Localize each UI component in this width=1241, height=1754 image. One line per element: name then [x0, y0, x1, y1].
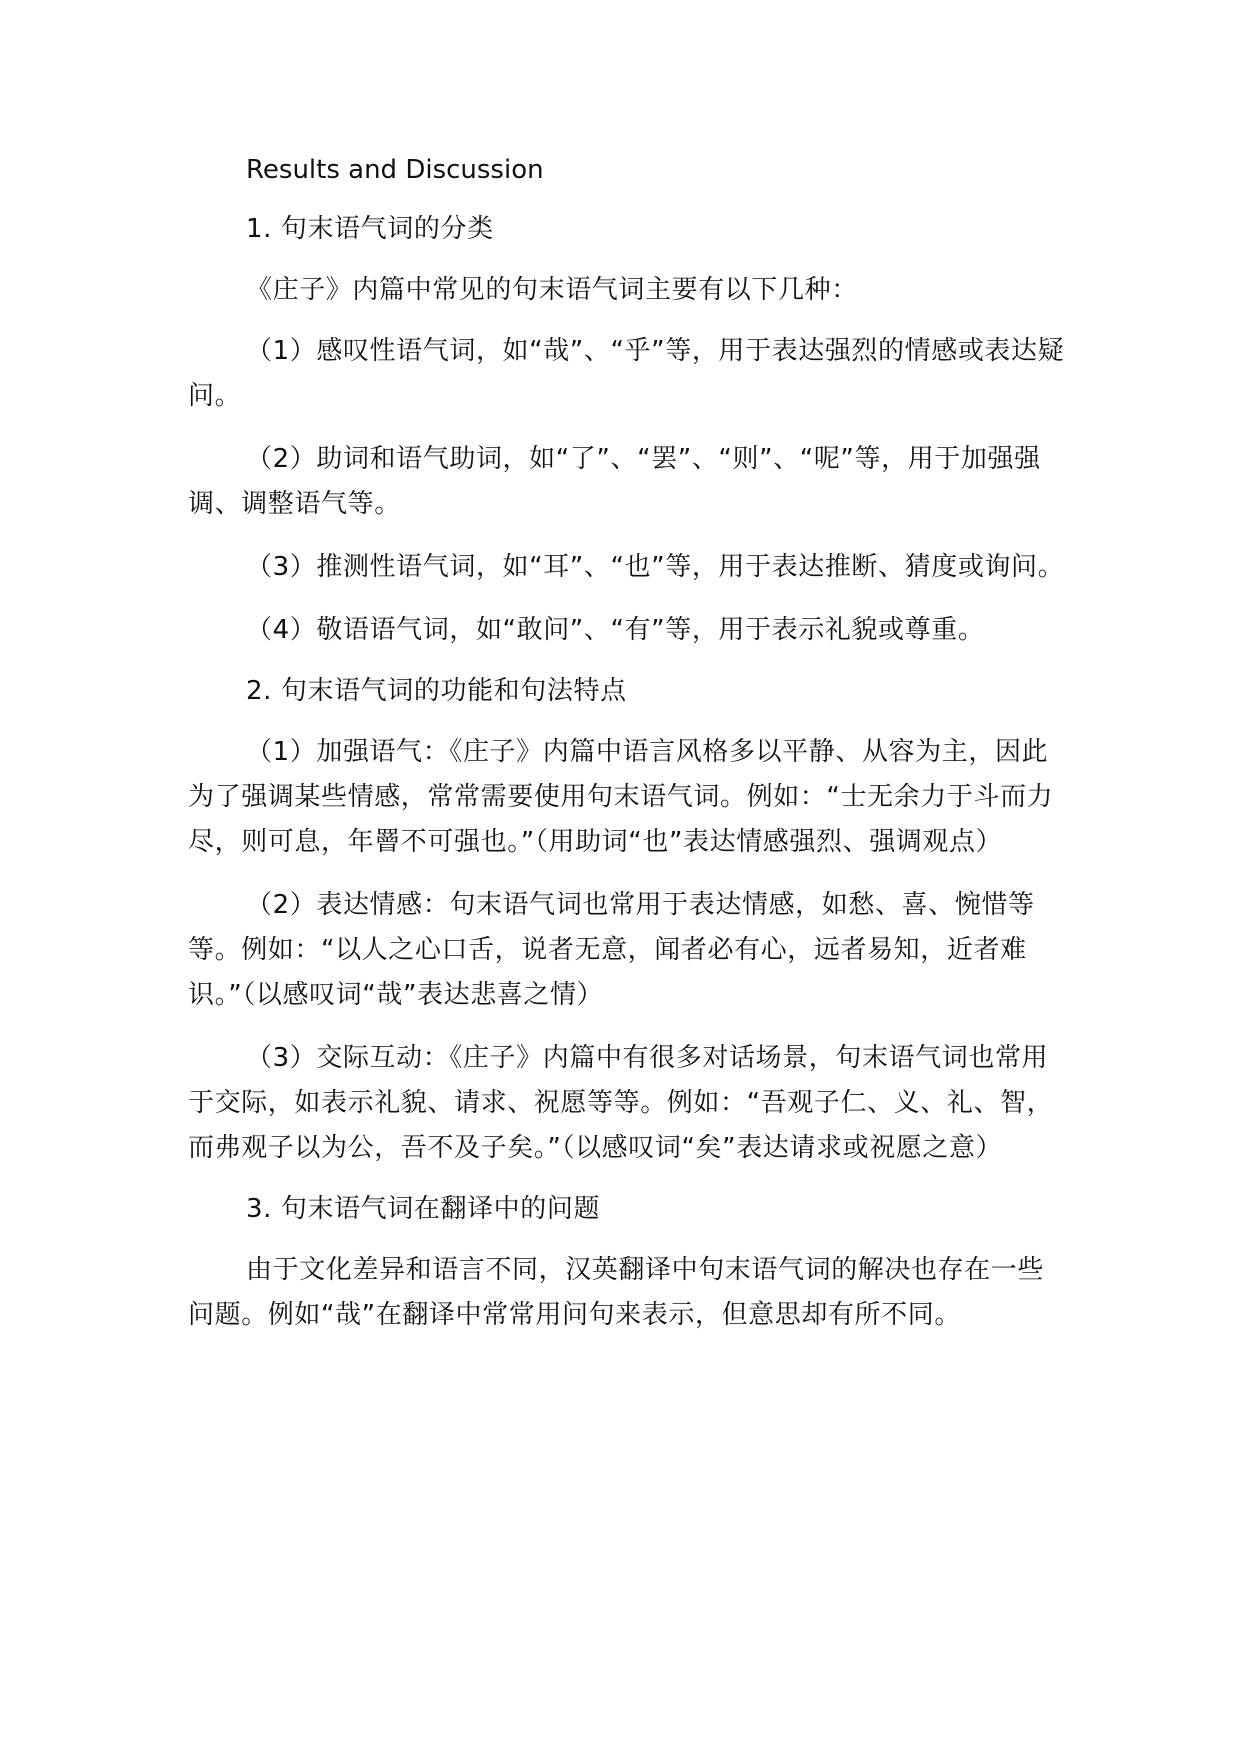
section-heading: Results and Discussion [246, 155, 544, 185]
list-item-2: （2）助词和语气助词，如“了”、“罢”、“则”、“呢”等，用于加强强调、调整语气等。 [188, 444, 1041, 519]
function-paragraph-3: （3）交际互动：《庄子》内篇中有很多对话场景，句末语气词也常用于交际，如表示礼貌、请求、祝愿等等。例如：“吾观子仁、义、礼、智，而弗观子以为公，吾不及子矣。”（以感叹词“矣”表达请求或祝愿之意） [188, 1043, 1054, 1163]
list-item-1: （1）感叹性语气词，如“哉”、“乎”等，用于表达强烈的情感或表达疑问。 [188, 336, 1065, 411]
intro-paragraph: 《庄子》内篇中常见的句末语气词主要有以下几种： [246, 275, 858, 305]
translation-paragraph: 由于文化差异和语言不同，汉英翻译中句末语气词的解决也存在一些问题。例如“哉”在翻译中常常用问句来表示，但意思却有所不同。 [188, 1255, 1045, 1330]
function-paragraph-2: （2）表达情感：句末语气词也常用于表达情感，如愁、喜、惋惜等等。例如：“以人之心口舌，说者无意，闻者必有心，远者易知，近者难识。”（以感叹词“哉”表达悲喜之情） [188, 890, 1035, 1010]
subsection-heading-2: 2. 句末语气词的功能和句法特点 [246, 676, 627, 706]
subsection-heading-3: 3. 句末语气词在翻译中的问题 [246, 1194, 601, 1224]
list-item-4: （4）敬语语气词，如“敢问”、“有”等，用于表示礼貌或尊重。 [246, 615, 985, 645]
function-paragraph-1: （1）加强语气：《庄子》内篇中语言风格多以平静、从容为主，因此为了强调某些情感，常常需要使用句末语气词。例如：“士无余力于斗而力尽，则可息，年罾不可强也。”（用助词“也”表达情感强烈、强调观点） [188, 737, 1054, 857]
document-page [188, 148, 1068, 1338]
list-item-3: （3）推测性语气词，如“耳”、“也”等，用于表达推断、猜度或询问。 [246, 552, 1065, 582]
subsection-heading-1: 1. 句末语气词的分类 [246, 214, 494, 244]
